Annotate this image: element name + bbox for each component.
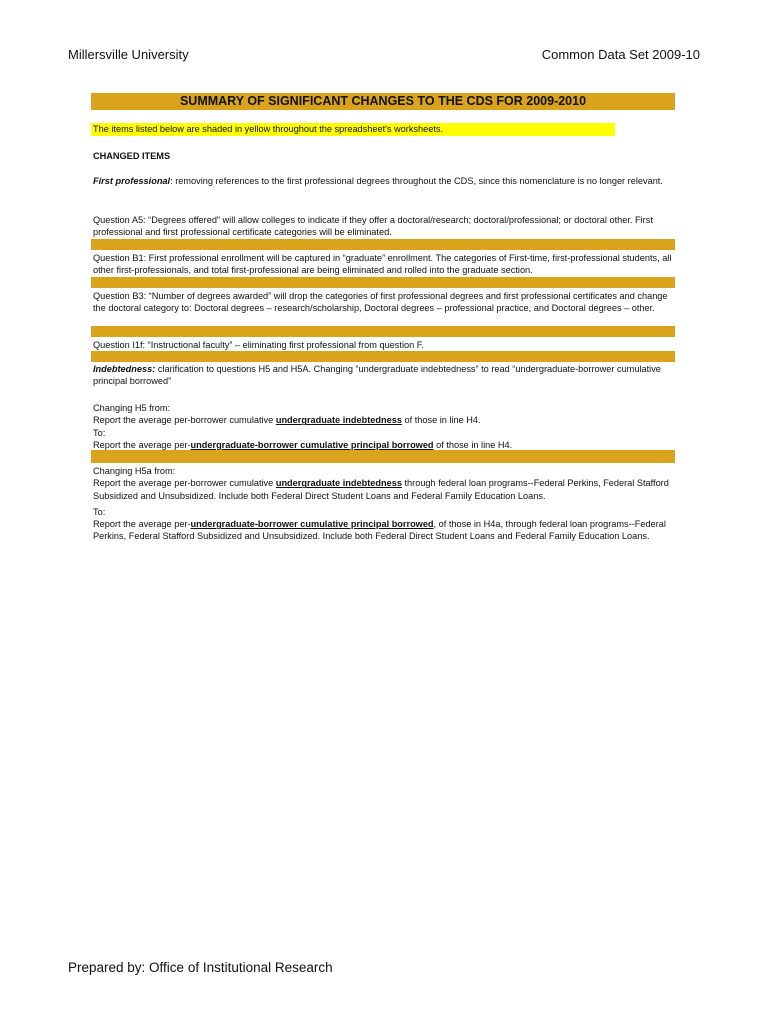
h5a-from-label: Changing H5a from: <box>93 466 176 476</box>
h5a-from-post: through federal loan programs--Federal Perkins, Federal Stafford Subsidized and Unsubsidized. Include both Federal Direct Student Loans and Federal Family Education Loans. <box>93 478 669 501</box>
h5-to-underlined: undergraduate-borrower cumulative principal borrowed <box>190 439 434 450</box>
h5a-from-pre: Report the average per-borrower cumulative <box>93 478 276 489</box>
first-professional-item <box>93 175 673 187</box>
indebtedness-text: clarification to questions H5 and H5A. Changing “undergraduate indebtedness” to read “undergraduate-borrower cumulative principal borrowed” <box>93 364 661 387</box>
h5a-from-underlined: undergraduate indebtedness <box>275 478 402 489</box>
prepared-by-footer: Prepared by: Office of Institutional Research <box>68 960 333 975</box>
h5-to-pre: Report the average per- <box>93 439 191 450</box>
question-b3: Question B3: “Number of degrees awarded” will drop the categories of first professional degrees and first professional certificates and change the doctoral category to: Doctoral degrees – research/scholarship, Doctoral degrees – professional practice, and Doctoral degrees – other. <box>93 291 668 314</box>
changed-items-heading: CHANGED ITEMS <box>93 151 171 161</box>
h5-change-block <box>93 402 673 451</box>
shaded-band <box>91 277 675 288</box>
summary-title: SUMMARY OF SIGNIFICANT CHANGES TO THE CDS FOR 2009-2010 <box>91 93 675 110</box>
h5a-change-block <box>93 465 673 543</box>
first-professional-text: : removing references to the first professional degrees throughout the CDS, since this nomenclature is no longer relevant. <box>170 176 663 186</box>
h5a-from-text <box>93 477 673 502</box>
question-a5: Question A5: “Degrees offered” will allow colleges to indicate if they offer a doctoral/research; doctoral/professional; or doctoral other. First professional and first professional certificate categories will be eliminated. <box>93 215 653 238</box>
h5a-to-label: To: <box>93 506 106 517</box>
dataset-title: Common Data Set 2009-10 <box>541 47 700 62</box>
shaded-band <box>91 239 675 250</box>
h5-to-post: of those in line H4. <box>433 439 513 450</box>
highlight-note: The items listed below are shaded in yellow throughout the spreadsheet's worksheets. <box>91 123 615 136</box>
h5a-to-underlined: undergraduate-borrower cumulative principal borrowed <box>190 519 434 530</box>
institution-name: Millersville University <box>68 47 189 62</box>
h5-to-label: To: <box>93 427 106 438</box>
indebtedness-label: Indebtedness: <box>93 364 156 374</box>
first-professional-label: First professional <box>93 176 171 186</box>
h5-from-pre: Report the average per-borrower cumulative <box>93 415 276 426</box>
indebtedness-item <box>93 363 673 388</box>
shaded-band <box>91 351 675 362</box>
h5-from-text <box>93 414 673 426</box>
h5-from-underlined: undergraduate indebtedness <box>275 415 402 426</box>
question-b1: Question B1: First professional enrollment will be captured in “graduate” enrollment. The categories of First-time, first-professional students, all other first-professionals, and total first-professional are being eliminated and rolled into the graduate section. <box>93 253 672 276</box>
question-i1f: Question I1f: “Instructional faculty” – eliminating first professional from question F. <box>93 340 424 350</box>
h5a-to-pre: Report the average per- <box>93 519 191 530</box>
h5-from-label: Changing H5 from: <box>93 403 171 413</box>
h5-from-post: of those in line H4. <box>401 415 481 426</box>
shaded-band <box>91 450 675 463</box>
h5a-to-text <box>93 518 673 543</box>
h5a-to-post: , of those in H4a, through federal loan programs--Federal Perkins, Federal Stafford Subsidized and Unsubsidized. Include both Federal Direct Student Loans and Federal Family Education Loans. <box>93 519 666 542</box>
shaded-band <box>91 326 675 337</box>
